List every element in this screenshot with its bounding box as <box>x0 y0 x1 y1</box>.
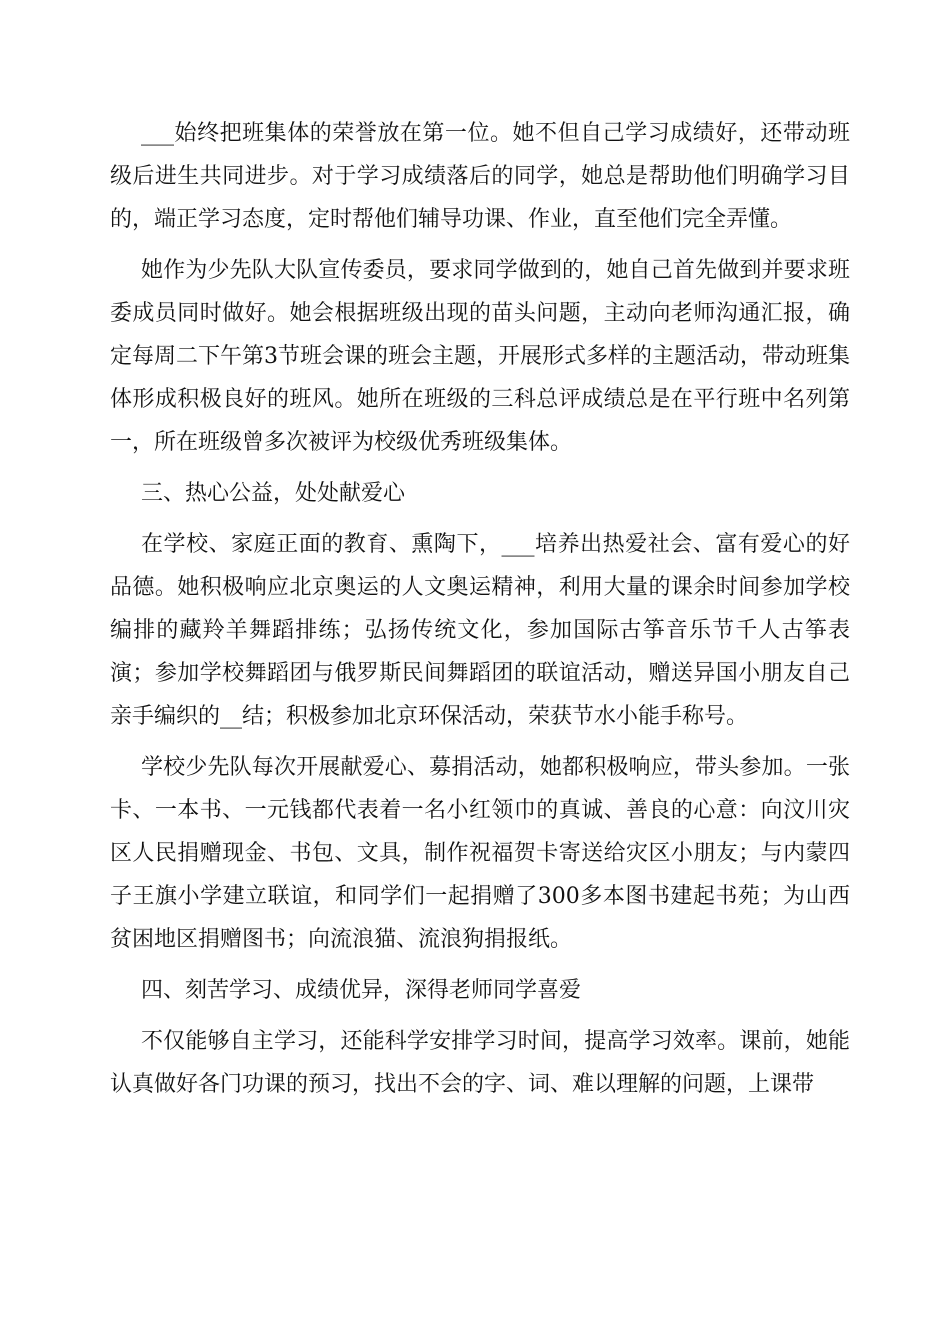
paragraph-donation-activities: 学校少先队每次开展献爱心、募捐活动，她都积极响应，带头参加。一张卡、一本书、一元钱都代表着一名小红领巾的真诚、善良的心意：向汶川灾区人民捐赠现金、书包、文具，制作祝福贺卡寄送给灾区小朋友；与内蒙四子王旗小学建立联谊，和同学们一起捐赠了300多本图书建起书苑；为山西贫困地区捐赠图书；向流浪猫、流浪狗捐报纸。 <box>110 755 850 952</box>
paragraph-class-honor: ___始终把班集体的荣誉放在第一位。她不但自己学习成绩好，还带动班级后进生共同进步。对于学习成绩落后的同学，她总是帮助他们明确学习目的，端正学习态度，定时帮他们辅导功课、作业，直至他们完全弄懂。 <box>110 121 850 232</box>
section-heading-hard-study: 四、刻苦学习、成绩优异，深得老师同学喜爱 <box>141 978 582 1003</box>
document-body <box>110 112 850 1114</box>
section-heading-public-welfare: 三、热心公益，处处献爱心 <box>141 481 406 506</box>
paragraph-propaganda-committee: 她作为少先队大队宣传委员，要求同学做到的，她自己首先做到并要求班委成员同时做好。她会根据班级出现的苗头问题，主动向老师沟通汇报，确定每周二下午第3节班会课的班会主题，开展形式多样的主题活动，带动班集体形成积极良好的班风。她所在班级的三科总评成绩总是在平行班中名列第一，所在班级曾多次被评为校级优秀班级集体。 <box>110 258 850 455</box>
paragraph-love-society: 在学校、家庭正面的教育、熏陶下，___培养出热爱社会、富有爱心的好品德。她积极响应北京奥运的人文奥运精神，利用大量的课余时间参加学校编排的藏羚羊舞蹈排练；弘扬传统文化，参加国际古筝音乐节千人古筝表演；参加学校舞蹈团与俄罗斯民间舞蹈团的联谊活动，赠送异国小朋友自己亲手编织的__结；积极参加北京环保活动，荣获节水小能手称号。 <box>110 532 850 729</box>
paragraph-self-study: 不仅能够自主学习，还能科学安排学习时间，提高学习效率。课前，她能认真做好各门功课的预习，找出不会的字、词、难以理解的问题，上课带 <box>110 1029 850 1097</box>
